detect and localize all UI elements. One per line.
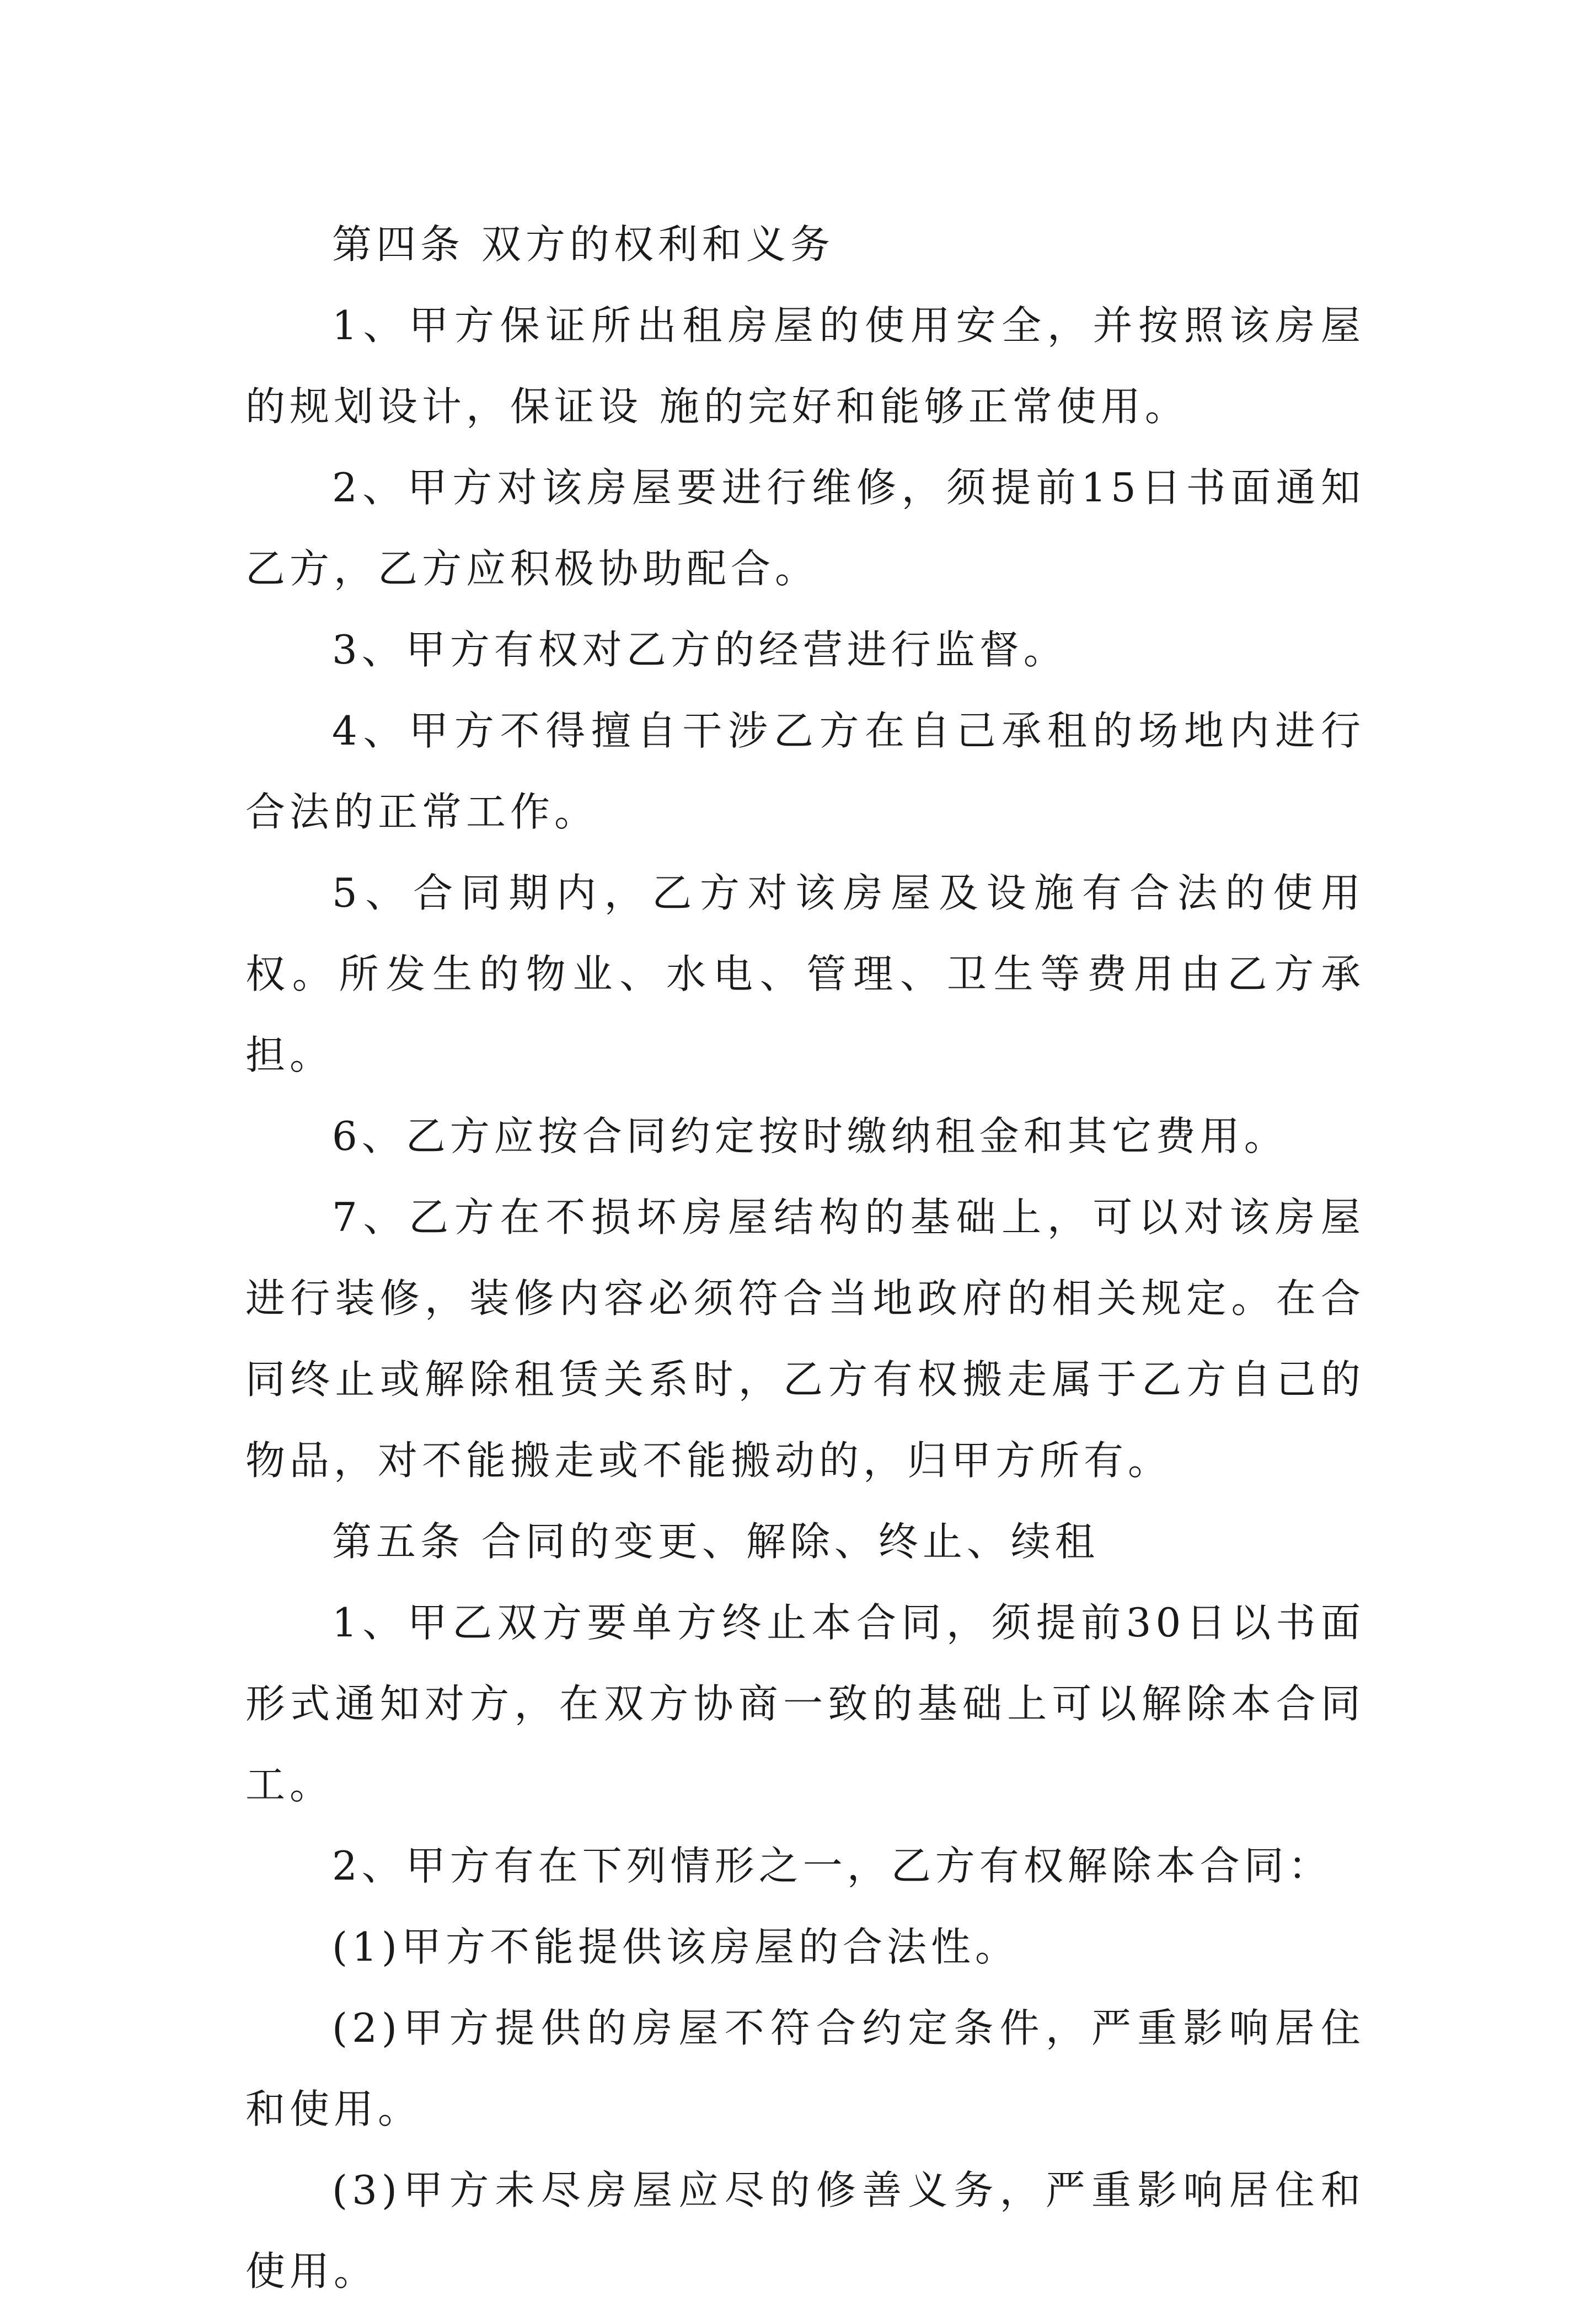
article-5-heading: 第五条 合同的变更、解除、终止、续租: [332, 1518, 1099, 1565]
article-4-heading: 第四条 双方的权利和义务: [332, 221, 834, 267]
document-body: [245, 204, 1365, 2312]
article-4-clause-2: 2、甲方对该房屋要进行维修，须提前15日书面通知乙方，乙方应积极协助配合。: [245, 464, 1365, 592]
article-4-clause-1: 1、甲方保证所出租房屋的使用安全，并按照该房屋的规划设计，保证设 施的完好和能够正常使用。: [245, 302, 1365, 430]
article-4-clause-7: 7、乙方在不损坏房屋结构的基础上，可以对该房屋进行装修，装修内容必须符合当地政府的相关规定。在合同终止或解除租赁关系时，乙方有权搬走属于乙方自己的物品，对不能搬走或不能搬动的，归甲方所有。: [245, 1194, 1365, 1484]
article-5-item-2: (2)甲方提供的房屋不符合约定条件，严重影响居住和使用。: [245, 2005, 1365, 2132]
article-4-clause-4: 4、甲方不得擅自干涉乙方在自己承租的场地内进行合法的正常工作。: [245, 708, 1365, 835]
article-5-clause-2: 2、甲方有在下列情形之一，乙方有权解除本合同：: [332, 1843, 1332, 1889]
article-4-clause-6: 6、乙方应按合同约定按时缴纳租金和其它费用。: [332, 1113, 1288, 1159]
article-5-clause-1: 1、甲乙双方要单方终止本合同，须提前30日以书面形式通知对方，在双方协商一致的基础上可以解除本合同工。: [245, 1599, 1365, 1808]
article-4-clause-5: 5、合同期内，乙方对该房屋及设施有合法的使用权。所发生的物业、水电、管理、卫生等费用由乙方承担。: [245, 870, 1365, 1078]
article-4-clause-3: 3、甲方有权对乙方的经营进行监督。: [332, 627, 1068, 673]
article-5-item-1: (1)甲方不能提供该房屋的合法性。: [332, 1924, 1019, 1970]
article-5-item-3: (3)甲方未尽房屋应尽的修善义务，严重影响居住和使用。: [245, 2167, 1365, 2294]
